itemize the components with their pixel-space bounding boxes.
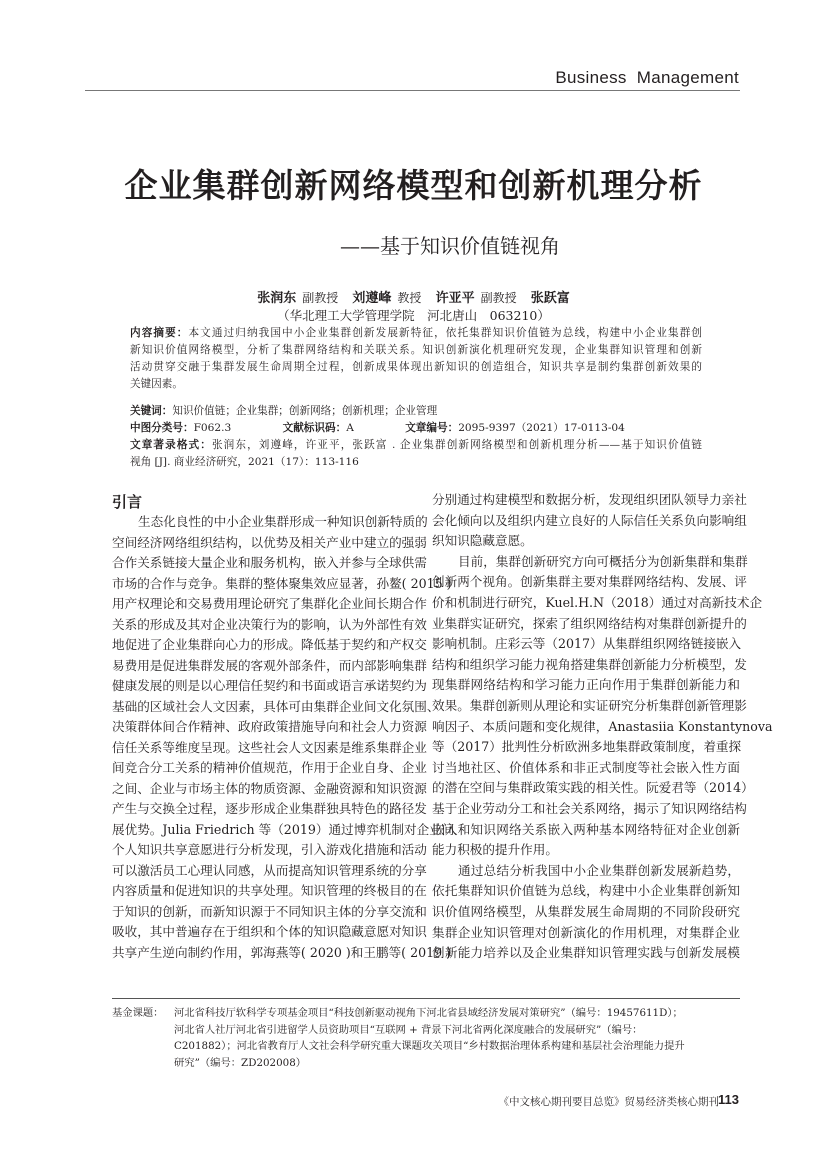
author-rank: 教授 [397, 291, 422, 305]
clc-value: F062.3 [193, 422, 232, 434]
text-line: 地促进了企业集群向心力的形成。降低基于契约和产权交 [112, 637, 427, 652]
keywords-row [130, 403, 437, 420]
text-line: 影响机制。庄彩云等（2017）从集群组织网络链接嵌入 [432, 636, 742, 652]
author-name: 刘遵峰 [352, 291, 392, 306]
text-line: 创新能力培养以及企业集群知识管理实践与创新发展模 [432, 945, 740, 961]
funding-line: 河北省科技厅软科学专项基金项目“科技创新驱动视角下河北省县域经济发展对策研究”（编号：19457611D）； [174, 1007, 683, 1019]
citation-label: 文章著录格式： [130, 439, 212, 451]
funding-line: 河北省人社厅河北省引进留学人员资助项目“互联网 + 背景下河北省两化深度融合的发展研究”（编号： [174, 1023, 643, 1036]
doc-code-label: 文献标识码： [282, 422, 347, 434]
text-line: 间竞合分工关系的精神价值规范，作用于企业自身、企业 [112, 760, 427, 775]
text-line: 用产权理论和交易费用理论研究了集群化企业间长期合作 [112, 596, 427, 611]
text-line: 合作关系链接大量企业和服务机构，嵌入并参与全球供需 [112, 555, 427, 570]
text-line: 信任关系等维度呈现。这些社会人文因素是维系集群企业 [112, 739, 427, 755]
text-line: 价和机制进行研究，Kuel.H.N（2018）通过对高新技术企 [432, 595, 763, 610]
paper-subtitle: ——基于知识价值链视角 [340, 234, 560, 258]
text-line: 决策群体间合作精神、政府政策措施导向和社会人力资源 [112, 719, 427, 734]
abstract-label: 内容摘要： [130, 327, 189, 339]
article-number-label: 文章编号： [405, 422, 459, 434]
text-line: 生态化良性的中小企业集群形成一种知识创新特质的 [138, 514, 428, 529]
text-line: 内容质量和促进知识的共享处理。知识管理的终极目的在 [112, 883, 427, 898]
paper-title: 企业集群创新网络模型和创新机理分析 [124, 166, 703, 205]
text-line: 分别通过构建模型和数据分析，发现组织团队领导力亲社 [432, 492, 747, 507]
footer-journal: 《中文核心期刊要目总览》贸易经济类核心期刊 [498, 1096, 719, 1108]
section-heading-intro: 引言 [112, 493, 143, 511]
doc-code-value: A [346, 422, 354, 434]
abstract-line: 新知识价值网络模型，分析了集群网络结构和关联关系。知识创新演化机理研究发现，企业集群知识管理和创新 [130, 344, 702, 356]
clc-label: 中图分类号： [130, 422, 194, 434]
text-line: 健康发展的则是以心理信任契约和书面或语言承诺契约为 [112, 678, 427, 693]
text-line: 展优势。Julia Friedrich 等（2019）通过博弈机制对企业间 [112, 821, 455, 837]
citation-line: 张润东，刘遵峰，许亚平，张跃富 . 企业集群创新网络模型和创新机理分析——基于知识价值链 [211, 439, 703, 451]
footnote-rule [112, 998, 740, 999]
text-line: 依托集群知识价值链为总线，构建中小企业集群创新知 [432, 883, 740, 899]
text-line: 讨当地社区、价值体系和非正式制度等社会嵌入性方面 [432, 759, 740, 775]
text-line: 等（2017）批判性分析欧洲多地集群政策制度，着重探 [432, 739, 742, 755]
text-line: 共享产生逆向制约作用，郭海燕等( 2020 )和王鹏等( 2019 ) [112, 944, 452, 960]
text-line: 通过总结分析我国中小企业集群创新发展新趋势， [458, 862, 740, 878]
text-line: 目前，集群创新研究方向可概括分为创新集群和集群 [458, 553, 748, 569]
text-line: 业集群实证研究，探索了组织网络结构对集群创新提升的 [432, 615, 747, 631]
text-line: 响因子、本质问题和变化规律，Anastasiia Konstantynova [432, 718, 773, 734]
author-rank: 副教授 [302, 291, 339, 305]
text-line: 于知识的创新，而新知识源于不同知识主体的分享交流和 [112, 903, 427, 919]
classification-row [130, 420, 625, 437]
text-line: 结构和组织学习能力视角搭建集群创新能力分析模型，发 [432, 656, 747, 672]
text-line: 集群企业知识管理对创新演化的作用机理，对集群企业 [432, 924, 740, 940]
text-line: 易费用是促进集群发展的客观外部条件，而内部影响集群 [112, 657, 427, 673]
abstract-line: 本文通过归纳我国中小企业集群创新发展新特征，依托集群知识价值链为总线，构建中小企业集群创 [188, 327, 703, 339]
citation-line: 视角 [J]. 商业经济研究，2021（17）：113-116 [130, 456, 359, 468]
running-header: Business Management [555, 68, 739, 87]
text-line: 嵌入和知识网络关系嵌入两种基本网络特征对企业创新 [432, 821, 740, 837]
keywords-value: 知识价值链；企业集群；创新网络；创新机理；企业管理 [172, 405, 438, 417]
text-line: 可以激活员工心理认同感，从而提高知识管理系统的分享 [112, 862, 427, 878]
author-name: 张跃富 [530, 291, 570, 306]
text-line: 关系的形成及其对企业决策行为的影响，认为外部性有效 [112, 616, 427, 632]
text-line: 产生与交换全过程，逐步形成企业集群独具特色的路径发 [112, 801, 427, 816]
affiliation: （华北理工大学管理学院 河北唐山 063210） [277, 308, 550, 323]
text-line: 识价值网络模型，从集群发展生命周期的不同阶段研究 [432, 904, 740, 919]
text-line: 基础的区域社会人文因素，具体可由集群企业间文化氛围、 [112, 698, 440, 714]
author-rank: 副教授 [480, 291, 517, 305]
author-name: 张润东 [257, 291, 297, 306]
text-line: 吸收，其中普遍存在于组织和个体的知识隐藏意愿对知识 [112, 924, 427, 939]
abstract-line: 关键因素。 [130, 378, 183, 390]
text-line: 创新两个视角。创新集群主要对集群网络结构、发展、评 [432, 574, 747, 590]
funding-line: C201882）；河北省教育厅人文社会科学研究重大课题攻关项目“乡村数据治理体系构建和基层社会治理能力提升 [174, 1040, 685, 1052]
text-line: 之间、企业与市场主体的物质资源、金融资源和知识资源 [112, 780, 427, 796]
author-list [0, 287, 827, 306]
text-line: 会化倾向以及组织内建立良好的人际信任关系负向影响组 [432, 512, 747, 528]
funding-label: 基金课题： [112, 1007, 164, 1019]
text-line: 织知识隐藏意愿。 [432, 533, 533, 549]
text-line: 市场的合作与竞争。集群的整体聚集效应显著，孙鳌( 2015 ) [112, 575, 452, 591]
author-name: 许亚平 [435, 291, 475, 306]
text-line: 个人知识共享意愿进行分析发现，引入游戏化措施和活动 [112, 842, 427, 857]
abstract-line: 活动贯穿交融于集群发展生命周期全过程，创新成果体现出新知识的创造组合，知识共享是制约集群创新效果的 [130, 361, 702, 373]
page-number: 113 [718, 1092, 739, 1107]
text-line: 现集群网络结构和学习能力正向作用于集群创新能力和 [432, 677, 740, 693]
article-number-value: 2095-9397（2021）17-0113-04 [458, 422, 625, 434]
text-line: 的潜在空间与集群政策实践的相关性。阮爱君等（2014） [432, 780, 754, 796]
text-line: 空间经济网络组织结构，以优势及相关产业中建立的强弱 [112, 534, 427, 550]
text-line: 能力积极的提升作用。 [432, 842, 558, 858]
text-line: 效果。集群创新则从理论和实证研究分析集群创新管理影 [432, 698, 747, 713]
header-rule [85, 90, 740, 91]
funding-line: 研究”（编号：ZD202008） [174, 1056, 307, 1069]
keywords-label: 关键词： [130, 405, 173, 417]
text-line: 基于企业劳动分工和社会关系网络，揭示了知识网络结构 [432, 801, 747, 816]
